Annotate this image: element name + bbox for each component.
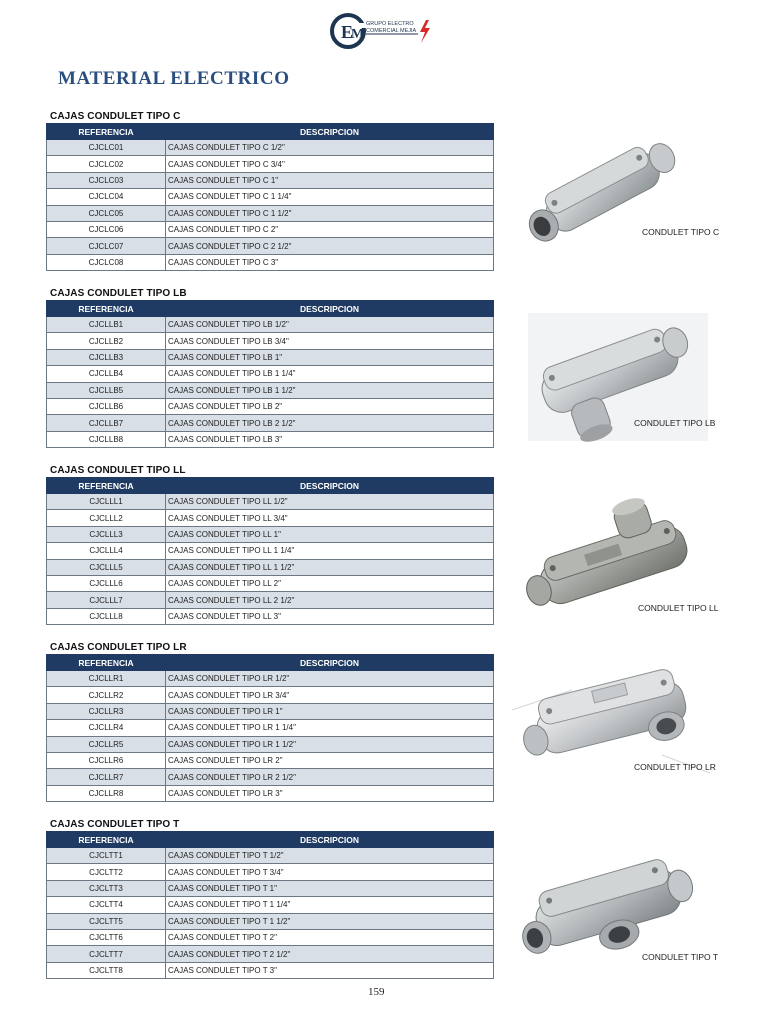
description-cell: CAJAS CONDULET TIPO C 1 1/2" [166,205,494,221]
description-cell: CAJAS CONDULET TIPO LB 1" [166,349,494,365]
page-title: MATERIAL ELECTRICO [58,68,290,89]
table-row [47,769,494,785]
reference-cell: CJCLTT3 [47,880,166,896]
table-row [47,962,494,978]
reference-cell: CJCLLR4 [47,720,166,736]
description-cell: CAJAS CONDULET TIPO LR 3/4" [166,687,494,703]
description-cell: CAJAS CONDULET TIPO LL 1 1/2" [166,559,494,575]
reference-table [46,477,494,625]
column-header-reference: REFERENCIA [47,124,166,140]
reference-cell: CJCLC03 [47,172,166,188]
description-cell: CAJAS CONDULET TIPO T 3/4" [166,864,494,880]
table-row [47,913,494,929]
reference-cell: CJCLC02 [47,156,166,172]
description-cell: CAJAS CONDULET TIPO LL 1 1/4" [166,543,494,559]
description-cell: CAJAS CONDULET TIPO T 2" [166,929,494,945]
description-cell: CAJAS CONDULET TIPO T 1 1/4" [166,897,494,913]
table-row [47,221,494,237]
svg-text:E: E [341,22,354,42]
table-row [47,431,494,447]
svg-text:M: M [351,27,365,42]
reference-cell: CJCLC04 [47,189,166,205]
description-cell: CAJAS CONDULET TIPO LL 1" [166,526,494,542]
description-cell: CAJAS CONDULET TIPO LR 1 1/2" [166,736,494,752]
section-title: CAJAS CONDULET TIPO LB [50,288,187,299]
description-cell: CAJAS CONDULET TIPO LL 2" [166,575,494,591]
reference-cell: CJCLLL5 [47,559,166,575]
reference-cell: CJCLLB3 [47,349,166,365]
table-row [47,254,494,270]
reference-cell: CJCLLR3 [47,703,166,719]
reference-cell: CJCLLB7 [47,415,166,431]
column-header-reference: REFERENCIA [47,832,166,848]
table-row [47,333,494,349]
product-caption: CONDULET TIPO LR [634,762,716,772]
description-cell: CAJAS CONDULET TIPO LL 3" [166,608,494,624]
description-cell: CAJAS CONDULET TIPO C 1" [166,172,494,188]
reference-cell: CJCLTT6 [47,929,166,945]
reference-table [46,654,494,802]
table-row [47,140,494,156]
table-row [47,366,494,382]
table-row [47,880,494,896]
table-row [47,687,494,703]
reference-cell: CJCLLL1 [47,494,166,510]
description-cell: CAJAS CONDULET TIPO C 1 1/4" [166,189,494,205]
reference-cell: CJCLLR6 [47,752,166,768]
description-cell: CAJAS CONDULET TIPO C 3/4" [166,156,494,172]
description-cell: CAJAS CONDULET TIPO LL 1/2" [166,494,494,510]
logo-text-line2: COMERCIAL MEJIA [366,28,417,34]
table-row [47,526,494,542]
table-row [47,238,494,254]
description-cell: CAJAS CONDULET TIPO LB 1 1/2" [166,382,494,398]
section-title: CAJAS CONDULET TIPO LR [50,642,187,653]
table-row [47,317,494,333]
reference-cell: CJCLTT2 [47,864,166,880]
table-row [47,752,494,768]
reference-cell: CJCLLL7 [47,592,166,608]
table-row [47,559,494,575]
table-row [47,736,494,752]
description-cell: CAJAS CONDULET TIPO C 2 1/2" [166,238,494,254]
condulet-c-image [512,128,692,258]
description-cell: CAJAS CONDULET TIPO C 3" [166,254,494,270]
description-cell: CAJAS CONDULET TIPO LB 1/2" [166,317,494,333]
reference-cell: CJCLLL8 [47,608,166,624]
description-cell: CAJAS CONDULET TIPO LB 3/4" [166,333,494,349]
description-cell: CAJAS CONDULET TIPO LL 2 1/2" [166,592,494,608]
section-title: CAJAS CONDULET TIPO T [50,819,180,830]
table-row [47,172,494,188]
description-cell: CAJAS CONDULET TIPO C 1/2" [166,140,494,156]
column-header-description: DESCRIPCION [166,124,494,140]
reference-cell: CJCLLL2 [47,510,166,526]
description-cell: CAJAS CONDULET TIPO LB 2 1/2" [166,415,494,431]
reference-table [46,123,494,271]
reference-cell: CJCLLL6 [47,575,166,591]
table-row [47,897,494,913]
product-caption: CONDULET TIPO T [642,952,719,962]
description-cell: CAJAS CONDULET TIPO LR 1/2" [166,671,494,687]
reference-table [46,831,494,979]
description-cell: CAJAS CONDULET TIPO LR 1 1/4" [166,720,494,736]
table-row [47,156,494,172]
table-row [47,720,494,736]
reference-cell: CJCLTT4 [47,897,166,913]
reference-cell: CJCLLL3 [47,526,166,542]
table-row [47,510,494,526]
reference-cell: CJCLLL4 [47,543,166,559]
reference-cell: CJCLTT1 [47,848,166,864]
page-number: 159 [368,986,385,998]
column-header-description: DESCRIPCION [166,301,494,317]
reference-cell: CJCLC05 [47,205,166,221]
reference-cell: CJCLTT7 [47,946,166,962]
table-row [47,848,494,864]
description-cell: CAJAS CONDULET TIPO LL 3/4" [166,510,494,526]
table-row [47,398,494,414]
reference-cell: CJCLLB5 [47,382,166,398]
reference-cell: CJCLLR8 [47,785,166,801]
product-caption: CONDULET TIPO LL [638,603,719,613]
column-header-reference: REFERENCIA [47,301,166,317]
table-row [47,703,494,719]
description-cell: CAJAS CONDULET TIPO LB 1 1/4" [166,366,494,382]
description-cell: CAJAS CONDULET TIPO LR 2" [166,752,494,768]
reference-cell: CJCLLB6 [47,398,166,414]
table-row [47,592,494,608]
description-cell: CAJAS CONDULET TIPO LR 3" [166,785,494,801]
description-cell: CAJAS CONDULET TIPO LR 1" [166,703,494,719]
column-header-reference: REFERENCIA [47,478,166,494]
table-row [47,671,494,687]
table-row [47,543,494,559]
table-row [47,946,494,962]
description-cell: CAJAS CONDULET TIPO LB 3" [166,431,494,447]
product-caption: CONDULET TIPO C [642,227,720,237]
table-row [47,929,494,945]
reference-table [46,300,494,448]
description-cell: CAJAS CONDULET TIPO T 2 1/2" [166,946,494,962]
product-caption: CONDULET TIPO LB [634,418,716,428]
reference-cell: CJCLLB1 [47,317,166,333]
section-title: CAJAS CONDULET TIPO C [50,111,181,122]
reference-cell: CJCLLR2 [47,687,166,703]
table-row [47,382,494,398]
reference-cell: CJCLC08 [47,254,166,270]
column-header-description: DESCRIPCION [166,655,494,671]
description-cell: CAJAS CONDULET TIPO T 1/2" [166,848,494,864]
table-row [47,575,494,591]
description-cell: CAJAS CONDULET TIPO LB 2" [166,398,494,414]
table-row [47,864,494,880]
description-cell: CAJAS CONDULET TIPO T 1 1/2" [166,913,494,929]
column-header-reference: REFERENCIA [47,655,166,671]
reference-cell: CJCLLR5 [47,736,166,752]
reference-cell: CJCLC06 [47,221,166,237]
reference-cell: CJCLLB2 [47,333,166,349]
description-cell: CAJAS CONDULET TIPO LR 2 1/2" [166,769,494,785]
reference-cell: CJCLTT8 [47,962,166,978]
description-cell: CAJAS CONDULET TIPO C 2" [166,221,494,237]
reference-cell: CJCLC07 [47,238,166,254]
description-cell: CAJAS CONDULET TIPO T 3" [166,962,494,978]
table-row [47,205,494,221]
logo-text-line1: GRUPO ELECTRO [366,21,414,27]
table-row [47,785,494,801]
table-row [47,608,494,624]
section-title: CAJAS CONDULET TIPO LL [50,465,186,476]
table-row [47,415,494,431]
reference-cell: CJCLLB8 [47,431,166,447]
reference-cell: CJCLLR1 [47,671,166,687]
reference-cell: CJCLC01 [47,140,166,156]
column-header-description: DESCRIPCION [166,832,494,848]
description-cell: CAJAS CONDULET TIPO T 1" [166,880,494,896]
column-header-description: DESCRIPCION [166,478,494,494]
table-row [47,494,494,510]
company-logo [330,10,440,52]
table-row [47,349,494,365]
reference-cell: CJCLLR7 [47,769,166,785]
reference-cell: CJCLLB4 [47,366,166,382]
reference-cell: CJCLTT5 [47,913,166,929]
table-row [47,189,494,205]
